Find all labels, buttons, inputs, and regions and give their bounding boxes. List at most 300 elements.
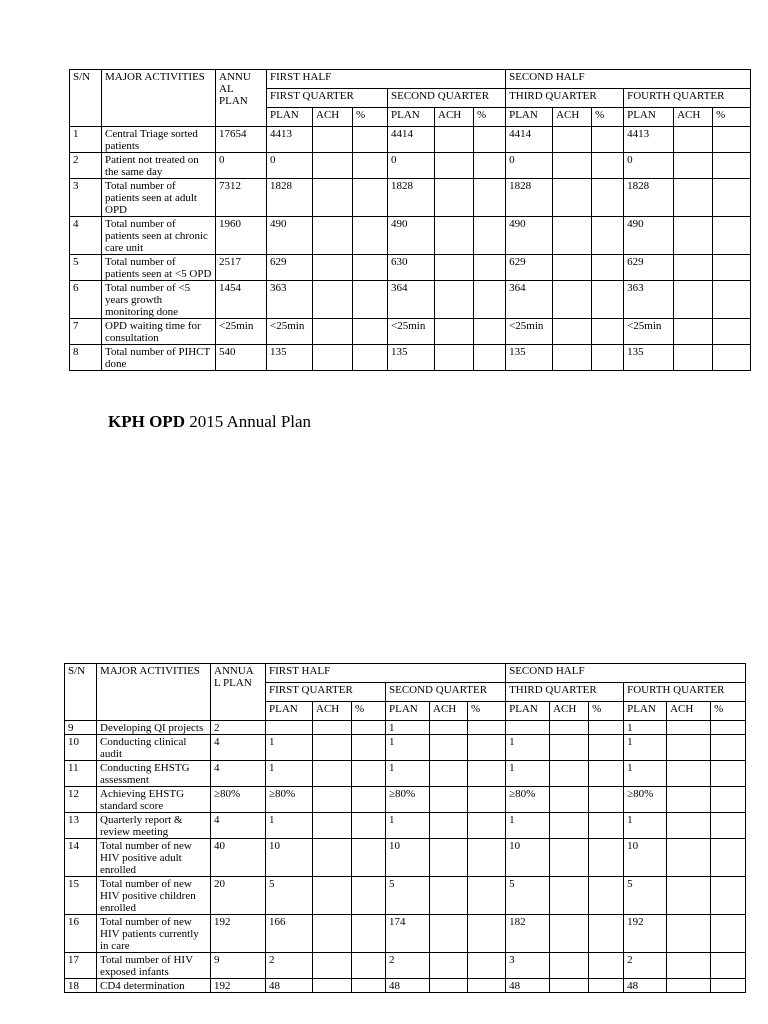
cell-q1-pct xyxy=(352,735,386,761)
cell-q2-ach xyxy=(430,915,468,953)
cell-q1-plan: 5 xyxy=(266,877,313,915)
header-q1-plan: PLAN xyxy=(267,108,313,127)
cell-activity: OPD waiting time for consultation xyxy=(102,319,216,345)
cell-q2-pct xyxy=(468,761,506,787)
cell-q3-plan: <25min xyxy=(506,319,553,345)
cell-q1-plan: 1 xyxy=(266,813,313,839)
header-q3-ach: ACH xyxy=(553,108,592,127)
cell-q1-plan: 490 xyxy=(267,217,313,255)
cell-q2-plan: 490 xyxy=(388,217,435,255)
header-q2-plan: PLAN xyxy=(386,702,430,721)
cell-q3-plan: 10 xyxy=(506,839,550,877)
cell-q1-pct xyxy=(352,761,386,787)
cell-activity: Total number of <5 years growth monitoring done xyxy=(102,281,216,319)
header-q3-ach: ACH xyxy=(550,702,589,721)
cell-sn: 9 xyxy=(65,721,97,735)
cell-q2-ach xyxy=(430,813,468,839)
header-q2-ach: ACH xyxy=(435,108,474,127)
cell-q2-plan: 1 xyxy=(386,735,430,761)
header-q1-ach: ACH xyxy=(313,702,352,721)
cell-q3-pct xyxy=(592,217,624,255)
cell-sn: 18 xyxy=(65,979,97,993)
cell-annual-plan: 0 xyxy=(216,153,267,179)
cell-q4-ach xyxy=(674,319,713,345)
cell-q1-pct xyxy=(352,721,386,735)
cell-q3-pct xyxy=(589,721,624,735)
cell-q2-plan: <25min xyxy=(388,319,435,345)
cell-q3-ach xyxy=(550,953,589,979)
header-sn: S/N xyxy=(70,70,102,127)
cell-q2-plan: 1 xyxy=(386,813,430,839)
cell-q3-plan: ≥80% xyxy=(506,787,550,813)
cell-q1-ach xyxy=(313,735,352,761)
cell-q2-pct xyxy=(474,179,506,217)
cell-q2-ach xyxy=(430,735,468,761)
cell-q3-ach xyxy=(553,319,592,345)
cell-q3-pct xyxy=(589,761,624,787)
cell-q4-plan: 0 xyxy=(624,153,674,179)
cell-q1-ach xyxy=(313,721,352,735)
cell-q4-ach xyxy=(674,345,713,371)
cell-annual-plan: 192 xyxy=(211,979,266,993)
cell-q2-plan: 174 xyxy=(386,915,430,953)
cell-q3-pct xyxy=(589,735,624,761)
cell-q3-pct xyxy=(592,345,624,371)
cell-annual-plan: 40 xyxy=(211,839,266,877)
cell-q3-ach xyxy=(550,787,589,813)
cell-annual-plan: 1960 xyxy=(216,217,267,255)
cell-q1-pct xyxy=(353,217,388,255)
cell-q4-pct xyxy=(711,877,746,915)
cell-q4-pct xyxy=(711,813,746,839)
cell-q3-plan: 629 xyxy=(506,255,553,281)
cell-q2-ach xyxy=(435,153,474,179)
cell-q4-plan: 4413 xyxy=(624,127,674,153)
cell-activity: Total number of new HIV positive children enrolled xyxy=(97,877,211,915)
cell-q1-plan: ≥80% xyxy=(266,787,313,813)
cell-q4-ach xyxy=(667,839,711,877)
cell-q1-plan: 135 xyxy=(267,345,313,371)
table-row xyxy=(70,319,751,345)
header-q3-pct: % xyxy=(589,702,624,721)
cell-q1-ach xyxy=(313,179,353,217)
cell-q3-ach xyxy=(553,345,592,371)
table-row xyxy=(70,281,751,319)
cell-q4-plan: 5 xyxy=(624,877,667,915)
cell-annual-plan: 9 xyxy=(211,953,266,979)
cell-q4-ach xyxy=(667,915,711,953)
cell-q4-plan: 1 xyxy=(624,761,667,787)
table-row xyxy=(70,255,751,281)
cell-q4-ach xyxy=(667,721,711,735)
table-row xyxy=(65,735,746,761)
annual-plan-table-1 xyxy=(69,69,751,371)
cell-q3-ach xyxy=(550,839,589,877)
cell-q4-pct xyxy=(711,953,746,979)
cell-q2-plan: 630 xyxy=(388,255,435,281)
cell-q2-ach xyxy=(430,839,468,877)
cell-q1-ach xyxy=(313,127,353,153)
cell-q1-ach xyxy=(313,787,352,813)
cell-q3-pct xyxy=(589,839,624,877)
header-q1-pct: % xyxy=(353,108,388,127)
cell-q2-pct xyxy=(474,255,506,281)
cell-q2-pct xyxy=(468,813,506,839)
cell-q3-pct xyxy=(592,127,624,153)
cell-q4-plan: 48 xyxy=(624,979,667,993)
cell-q4-plan: 1 xyxy=(624,721,667,735)
cell-q1-ach xyxy=(313,979,352,993)
cell-q4-plan: 2 xyxy=(624,953,667,979)
header-second-half: SECOND HALF xyxy=(506,70,751,89)
cell-q4-plan: 490 xyxy=(624,217,674,255)
cell-activity: Total number of HIV exposed infants xyxy=(97,953,211,979)
header-third-quarter: THIRD QUARTER xyxy=(506,89,624,108)
cell-q4-pct xyxy=(713,319,751,345)
annual-plan-table-2 xyxy=(64,663,746,993)
header-q2-plan: PLAN xyxy=(388,108,435,127)
cell-q1-plan: 10 xyxy=(266,839,313,877)
cell-q3-ach xyxy=(553,281,592,319)
cell-q3-pct xyxy=(589,979,624,993)
header-annual-plan: ANNUA L PLAN xyxy=(211,664,266,721)
cell-q1-ach xyxy=(313,953,352,979)
cell-q1-pct xyxy=(352,979,386,993)
cell-q2-plan: 4414 xyxy=(388,127,435,153)
header-q4-plan: PLAN xyxy=(624,108,674,127)
cell-sn: 7 xyxy=(70,319,102,345)
cell-sn: 1 xyxy=(70,127,102,153)
table-2-body xyxy=(65,721,746,993)
table-row xyxy=(65,721,746,735)
cell-q2-pct xyxy=(474,127,506,153)
header-annual-plan: ANNU AL PLAN xyxy=(216,70,267,127)
table-row xyxy=(65,813,746,839)
table-1-body xyxy=(70,127,751,371)
cell-q1-pct xyxy=(353,255,388,281)
cell-q2-pct xyxy=(474,319,506,345)
cell-q1-ach xyxy=(313,813,352,839)
cell-q3-plan xyxy=(506,721,550,735)
table-row xyxy=(70,217,751,255)
cell-q2-ach xyxy=(435,255,474,281)
cell-annual-plan: 20 xyxy=(211,877,266,915)
cell-q2-plan: 48 xyxy=(386,979,430,993)
table-row xyxy=(65,877,746,915)
cell-q1-ach xyxy=(313,319,353,345)
cell-activity: Total number of patients seen at adult OPD xyxy=(102,179,216,217)
cell-annual-plan: 7312 xyxy=(216,179,267,217)
cell-q4-plan: 1 xyxy=(624,735,667,761)
cell-q4-ach xyxy=(674,217,713,255)
cell-q4-ach xyxy=(674,127,713,153)
cell-q4-pct xyxy=(711,735,746,761)
cell-q4-plan: 363 xyxy=(624,281,674,319)
cell-annual-plan: 4 xyxy=(211,761,266,787)
cell-activity: Patient not treated on the same day xyxy=(102,153,216,179)
cell-q2-ach xyxy=(435,179,474,217)
cell-q1-plan: 363 xyxy=(267,281,313,319)
cell-q3-ach xyxy=(553,179,592,217)
cell-q1-plan: 166 xyxy=(266,915,313,953)
cell-q2-pct xyxy=(468,787,506,813)
cell-q3-pct xyxy=(592,255,624,281)
cell-annual-plan: 2 xyxy=(211,721,266,735)
cell-q1-pct xyxy=(352,877,386,915)
header-q3-pct: % xyxy=(592,108,624,127)
header-first-half: FIRST HALF xyxy=(266,664,506,683)
cell-q4-ach xyxy=(674,153,713,179)
cell-q2-plan: 1 xyxy=(386,761,430,787)
cell-q4-pct xyxy=(711,787,746,813)
cell-q4-pct xyxy=(711,761,746,787)
cell-annual-plan: 4 xyxy=(211,813,266,839)
cell-q4-plan: <25min xyxy=(624,319,674,345)
cell-q1-pct xyxy=(352,813,386,839)
table-row xyxy=(70,153,751,179)
cell-q4-pct xyxy=(713,179,751,217)
cell-q2-ach xyxy=(430,979,468,993)
cell-sn: 10 xyxy=(65,735,97,761)
cell-q3-plan: 0 xyxy=(506,153,553,179)
cell-q2-plan: 10 xyxy=(386,839,430,877)
cell-q1-plan: 0 xyxy=(267,153,313,179)
header-q4-pct: % xyxy=(711,702,746,721)
cell-q3-plan: 1 xyxy=(506,813,550,839)
cell-annual-plan: 4 xyxy=(211,735,266,761)
cell-q2-pct xyxy=(468,979,506,993)
cell-q3-plan: 490 xyxy=(506,217,553,255)
cell-q4-plan: 629 xyxy=(624,255,674,281)
cell-q2-ach xyxy=(435,127,474,153)
cell-activity: Total number of new HIV patients currently in care xyxy=(97,915,211,953)
cell-q2-pct xyxy=(468,839,506,877)
cell-q2-pct xyxy=(474,217,506,255)
cell-q3-ach xyxy=(553,217,592,255)
cell-activity: Developing QI projects xyxy=(97,721,211,735)
cell-q3-plan: 364 xyxy=(506,281,553,319)
cell-activity: CD4 determination xyxy=(97,979,211,993)
cell-q2-pct xyxy=(468,915,506,953)
header-first-quarter: FIRST QUARTER xyxy=(267,89,388,108)
cell-q1-plan: <25min xyxy=(267,319,313,345)
cell-q3-pct xyxy=(589,953,624,979)
cell-annual-plan: 1454 xyxy=(216,281,267,319)
cell-q3-ach xyxy=(550,761,589,787)
cell-q1-pct xyxy=(352,953,386,979)
header-q2-pct: % xyxy=(474,108,506,127)
table-row xyxy=(65,979,746,993)
cell-q2-ach xyxy=(435,319,474,345)
cell-q4-ach xyxy=(674,179,713,217)
header-second-half: SECOND HALF xyxy=(506,664,746,683)
cell-sn: 8 xyxy=(70,345,102,371)
cell-q2-pct xyxy=(468,953,506,979)
cell-q3-ach xyxy=(550,813,589,839)
table-row xyxy=(65,761,746,787)
cell-sn: 3 xyxy=(70,179,102,217)
cell-q3-ach xyxy=(550,735,589,761)
cell-q2-plan: 135 xyxy=(388,345,435,371)
cell-sn: 4 xyxy=(70,217,102,255)
cell-q2-pct xyxy=(468,721,506,735)
table-row xyxy=(70,179,751,217)
cell-q2-ach xyxy=(430,761,468,787)
cell-q3-ach xyxy=(553,127,592,153)
cell-q2-plan: 2 xyxy=(386,953,430,979)
cell-sn: 12 xyxy=(65,787,97,813)
cell-sn: 17 xyxy=(65,953,97,979)
cell-q2-plan: 1 xyxy=(386,721,430,735)
cell-q3-pct xyxy=(589,787,624,813)
header-fourth-quarter: FOURTH QUARTER xyxy=(624,89,751,108)
cell-q3-pct xyxy=(592,153,624,179)
cell-q1-ach xyxy=(313,153,353,179)
cell-q2-plan: 1828 xyxy=(388,179,435,217)
cell-q4-ach xyxy=(667,787,711,813)
cell-q3-ach xyxy=(550,915,589,953)
cell-q2-ach xyxy=(430,877,468,915)
cell-sn: 2 xyxy=(70,153,102,179)
cell-q4-pct xyxy=(713,281,751,319)
cell-q4-ach xyxy=(674,255,713,281)
cell-q4-pct xyxy=(713,153,751,179)
cell-q1-ach xyxy=(313,839,352,877)
cell-q2-ach xyxy=(430,953,468,979)
cell-q3-plan: 1 xyxy=(506,761,550,787)
header-q4-plan: PLAN xyxy=(624,702,667,721)
cell-q4-plan: 135 xyxy=(624,345,674,371)
cell-q1-ach xyxy=(313,877,352,915)
cell-q2-pct xyxy=(468,877,506,915)
cell-q4-pct xyxy=(711,721,746,735)
cell-activity: Total number of patients seen at <5 OPD xyxy=(102,255,216,281)
cell-sn: 15 xyxy=(65,877,97,915)
cell-q4-pct xyxy=(713,127,751,153)
cell-q3-ach xyxy=(550,979,589,993)
cell-q3-plan: 5 xyxy=(506,877,550,915)
cell-q4-plan: 192 xyxy=(624,915,667,953)
cell-q3-ach xyxy=(553,255,592,281)
cell-q2-pct xyxy=(474,153,506,179)
cell-q3-plan: 1828 xyxy=(506,179,553,217)
header-major-activities: MAJOR ACTIVITIES xyxy=(102,70,216,127)
cell-q1-pct xyxy=(353,281,388,319)
header-q3-plan: PLAN xyxy=(506,108,553,127)
header-q1-pct: % xyxy=(352,702,386,721)
header-first-quarter: FIRST QUARTER xyxy=(266,683,386,702)
cell-sn: 13 xyxy=(65,813,97,839)
cell-q1-pct xyxy=(352,839,386,877)
cell-activity: Central Triage sorted patients xyxy=(102,127,216,153)
cell-q4-pct xyxy=(713,345,751,371)
header-second-quarter: SECOND QUARTER xyxy=(386,683,506,702)
cell-q1-ach xyxy=(313,255,353,281)
header-q4-ach: ACH xyxy=(674,108,713,127)
header-q2-ach: ACH xyxy=(430,702,468,721)
header-sn: S/N xyxy=(65,664,97,721)
header-q4-ach: ACH xyxy=(667,702,711,721)
cell-q1-pct xyxy=(353,179,388,217)
cell-q1-plan xyxy=(266,721,313,735)
cell-q2-pct xyxy=(474,281,506,319)
cell-q2-plan: 364 xyxy=(388,281,435,319)
cell-annual-plan: 17654 xyxy=(216,127,267,153)
cell-q4-ach xyxy=(667,735,711,761)
table-row xyxy=(65,953,746,979)
cell-q1-plan: 1 xyxy=(266,761,313,787)
cell-activity: Achieving EHSTG standard score xyxy=(97,787,211,813)
cell-q1-pct xyxy=(353,319,388,345)
cell-q2-ach xyxy=(435,217,474,255)
cell-q4-ach xyxy=(667,979,711,993)
cell-q3-plan: 48 xyxy=(506,979,550,993)
cell-q1-plan: 4413 xyxy=(267,127,313,153)
cell-q3-pct xyxy=(589,877,624,915)
cell-activity: Conducting EHSTG assessment xyxy=(97,761,211,787)
cell-q3-pct xyxy=(592,281,624,319)
cell-q2-pct xyxy=(474,345,506,371)
cell-q4-pct xyxy=(711,839,746,877)
cell-q4-pct xyxy=(711,915,746,953)
header-major-activities: MAJOR ACTIVITIES xyxy=(97,664,211,721)
header-first-half: FIRST HALF xyxy=(267,70,506,89)
cell-activity: Total number of new HIV positive adult enrolled xyxy=(97,839,211,877)
table-row xyxy=(70,345,751,371)
cell-q4-plan: 10 xyxy=(624,839,667,877)
cell-q4-plan: 1828 xyxy=(624,179,674,217)
cell-q2-plan: ≥80% xyxy=(386,787,430,813)
cell-q1-plan: 1 xyxy=(266,735,313,761)
header-q3-plan: PLAN xyxy=(506,702,550,721)
cell-q4-plan: 1 xyxy=(624,813,667,839)
cell-q1-pct xyxy=(352,787,386,813)
header-q4-pct: % xyxy=(713,108,751,127)
cell-q3-plan: 182 xyxy=(506,915,550,953)
cell-q1-plan: 48 xyxy=(266,979,313,993)
cell-annual-plan: <25min xyxy=(216,319,267,345)
cell-q1-ach xyxy=(313,915,352,953)
cell-q1-pct xyxy=(353,153,388,179)
cell-q3-ach xyxy=(550,877,589,915)
cell-q1-ach xyxy=(313,761,352,787)
cell-annual-plan: 540 xyxy=(216,345,267,371)
cell-q4-ach xyxy=(667,877,711,915)
caption-bold: KPH OPD xyxy=(108,412,185,431)
caption-rest: 2015 Annual Plan xyxy=(184,412,312,431)
cell-sn: 6 xyxy=(70,281,102,319)
cell-q3-pct xyxy=(592,319,624,345)
cell-sn: 11 xyxy=(65,761,97,787)
cell-sn: 16 xyxy=(65,915,97,953)
cell-annual-plan: ≥80% xyxy=(211,787,266,813)
cell-q1-ach xyxy=(313,345,353,371)
cell-activity: Quarterly report & review meeting xyxy=(97,813,211,839)
table-row xyxy=(70,127,751,153)
cell-activity: Total number of patients seen at chronic care unit xyxy=(102,217,216,255)
cell-q4-ach xyxy=(667,953,711,979)
cell-sn: 5 xyxy=(70,255,102,281)
cell-q1-ach xyxy=(313,217,353,255)
header-q2-pct: % xyxy=(468,702,506,721)
cell-q3-pct xyxy=(589,915,624,953)
table-row xyxy=(65,787,746,813)
cell-q3-plan: 3 xyxy=(506,953,550,979)
cell-q3-plan: 135 xyxy=(506,345,553,371)
cell-q4-plan: ≥80% xyxy=(624,787,667,813)
cell-q2-plan: 0 xyxy=(388,153,435,179)
cell-q2-ach xyxy=(435,345,474,371)
